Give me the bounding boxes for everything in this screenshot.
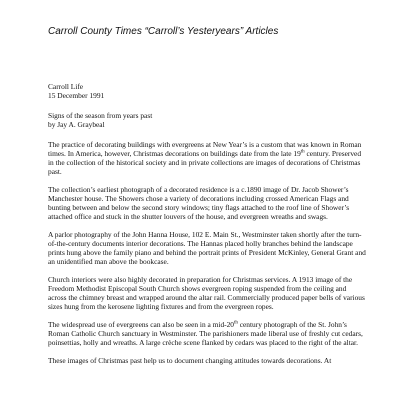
article-body — [48, 82, 366, 374]
paragraph-2: The collection’s earliest photograph of a decorated residence is a c.1890 image of Dr. Jacob Shower’s Manchester house. The Showers chose a variety of decorations including crossed American Flags and bunting between and below the second story windows; tiny flags attached to the roof line of Shower’s attached office and stuck in the shutter louvers of the house, and evergreen wreaths and swags. — [48, 185, 350, 221]
spacer — [48, 129, 366, 140]
paragraph-3: A parlor photography of the John Hanna House, 102 E. Main St., Westminster taken shortly after the turn-of-the-century documents interior decorations. The Hannas placed holly branches behind the landscape prints hung above the family piano and behind the portrait prints of President McKinley, General Grant and an unidentified man above the bookcase. — [48, 230, 366, 266]
spacer — [48, 100, 366, 111]
paragraph-1-superscript: th — [300, 149, 305, 155]
paragraph-5 — [48, 320, 366, 347]
paragraph-1-text-a: The practice of decorating buildings with evergreens at New Year’s is a custom that was known in Roman times. In America, however, Christmas decorations on buildings date from the late 19 — [48, 140, 362, 158]
paragraph-4: Church interiors were also highly decorated in preparation for Christmas services. A 1913 image of the Freedom Methodist Episcopal South Church shows evergreen roping suspended from the ceiling and across the chimney breast and wrapped around the altar rail. Commercially produced paper bells of various sizes hung from the kerosene lighting fixtures and from the evergreen ropes. — [48, 275, 365, 311]
paragraph-1-text-b: century. Preserved in the collection of the historical society and in private collections are images of decorations of Christmas past. — [48, 149, 362, 176]
article-byline: by Jay A. Graybeal — [48, 120, 105, 129]
page-header: Carroll County Times “Carroll’s Yesteryears” Articles — [48, 26, 279, 37]
article-title: Signs of the season from years past — [48, 111, 153, 120]
article-date: 15 December 1991 — [48, 91, 105, 100]
paragraph-5-text-a: The widespread use of evergreens can also be seen in a mid-20 — [48, 320, 234, 329]
article-source: Carroll Life — [48, 82, 84, 91]
paragraph-1 — [48, 140, 366, 176]
paragraph-5-superscript: th — [234, 320, 238, 326]
paragraph-5-text-b: century photograph of the St. John’s Roman Catholic Church sanctuary in Westminster. The parishioners made liberal use of freshly cut cedars, poinsettias, holly and wreaths. A large crèche scene flanked by cedars was placed to the right of the altar. — [48, 320, 363, 347]
paragraph-6: These images of Christmas past help us to document changing attitudes towards decorations. At — [48, 356, 332, 365]
